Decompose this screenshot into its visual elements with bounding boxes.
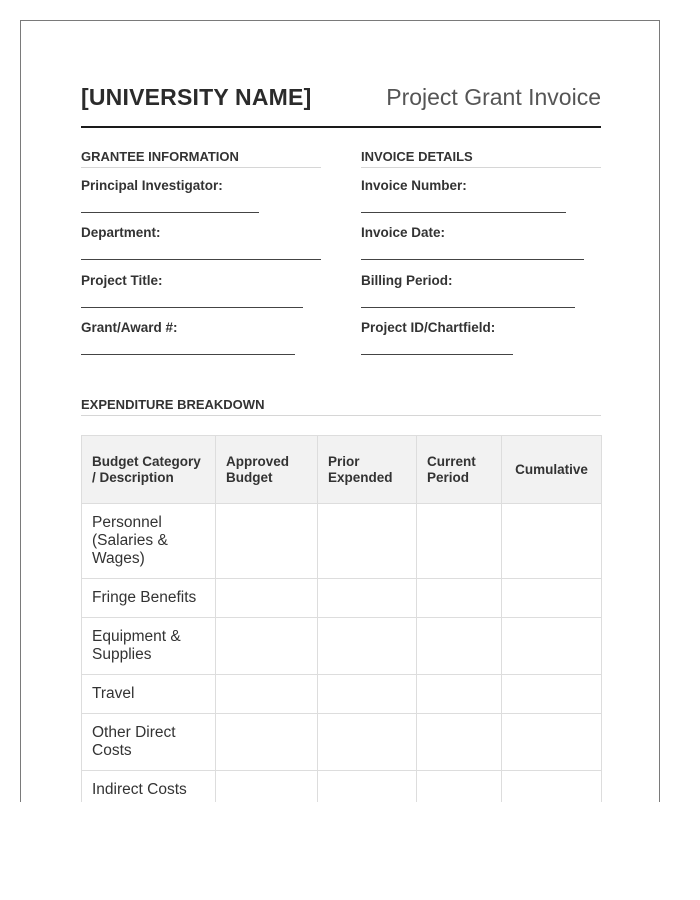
cumulative-cell[interactable] [502,675,602,714]
table-row [82,618,602,675]
principal-investigator-field[interactable] [81,212,259,213]
column-header-cumulative: Cumulative [502,436,602,504]
prior-expended-cell[interactable] [318,675,417,714]
column-header-current-period: Current Period [417,436,502,504]
approved-budget-cell[interactable] [216,714,318,771]
invoice-number-label: Invoice Number: [361,178,467,193]
prior-expended-cell[interactable] [318,771,417,803]
column-header-prior-expended: Prior Expended [318,436,417,504]
department-field[interactable] [81,259,321,260]
invoice-number-field[interactable] [361,212,566,213]
prior-expended-cell[interactable] [318,618,417,675]
invoice-header [81,84,601,128]
cumulative-cell[interactable] [502,504,602,579]
project-id-chartfield-field[interactable] [361,354,513,355]
current-period-cell[interactable] [417,675,502,714]
table-header-row [82,436,602,504]
cumulative-cell[interactable] [502,618,602,675]
current-period-cell[interactable] [417,618,502,675]
approved-budget-cell[interactable] [216,579,318,618]
category-cell: Indirect Costs [82,771,216,803]
current-period-cell[interactable] [417,714,502,771]
table-row [82,675,602,714]
invoice-date-label: Invoice Date: [361,225,446,240]
university-name: [UNIVERSITY NAME] [81,84,312,110]
grantee-information-heading: GRANTEE INFORMATION [81,149,321,168]
grant-award-number-field[interactable] [81,354,295,355]
expenditure-breakdown-heading: EXPENDITURE BREAKDOWN [81,397,601,416]
cumulative-cell[interactable] [502,714,602,771]
grant-award-number-label: Grant/Award #: [81,320,178,335]
current-period-cell[interactable] [417,771,502,803]
document-title: Project Grant Invoice [386,84,601,110]
project-id-chartfield-label: Project ID/Chartfield: [361,320,496,335]
prior-expended-cell[interactable] [318,714,417,771]
billing-period-label: Billing Period: [361,273,453,288]
category-cell: Other Direct Costs [82,714,216,771]
approved-budget-cell[interactable] [216,771,318,803]
current-period-cell[interactable] [417,579,502,618]
cumulative-cell[interactable] [502,771,602,803]
category-cell: Fringe Benefits [82,579,216,618]
category-cell: Travel [82,675,216,714]
project-title-field[interactable] [81,307,303,308]
approved-budget-cell[interactable] [216,618,318,675]
category-cell: Personnel (Salaries & Wages) [82,504,216,579]
approved-budget-cell[interactable] [216,675,318,714]
invoice-date-field[interactable] [361,259,584,260]
project-title-label: Project Title: [81,273,163,288]
prior-expended-cell[interactable] [318,504,417,579]
table-row [82,714,602,771]
table-row [82,579,602,618]
principal-investigator-label: Principal Investigator: [81,178,223,193]
category-cell: Equipment & Supplies [82,618,216,675]
cumulative-cell[interactable] [502,579,602,618]
billing-period-field[interactable] [361,307,575,308]
prior-expended-cell[interactable] [318,579,417,618]
expenditure-table [81,435,602,802]
invoice-details-heading: INVOICE DETAILS [361,149,601,168]
invoice-page [20,20,660,802]
department-label: Department: [81,225,161,240]
table-row [82,771,602,803]
column-header-approved-budget: Approved Budget [216,436,318,504]
column-header-budget-category: Budget Category / Description [82,436,216,504]
table-row [82,504,602,579]
current-period-cell[interactable] [417,504,502,579]
approved-budget-cell[interactable] [216,504,318,579]
